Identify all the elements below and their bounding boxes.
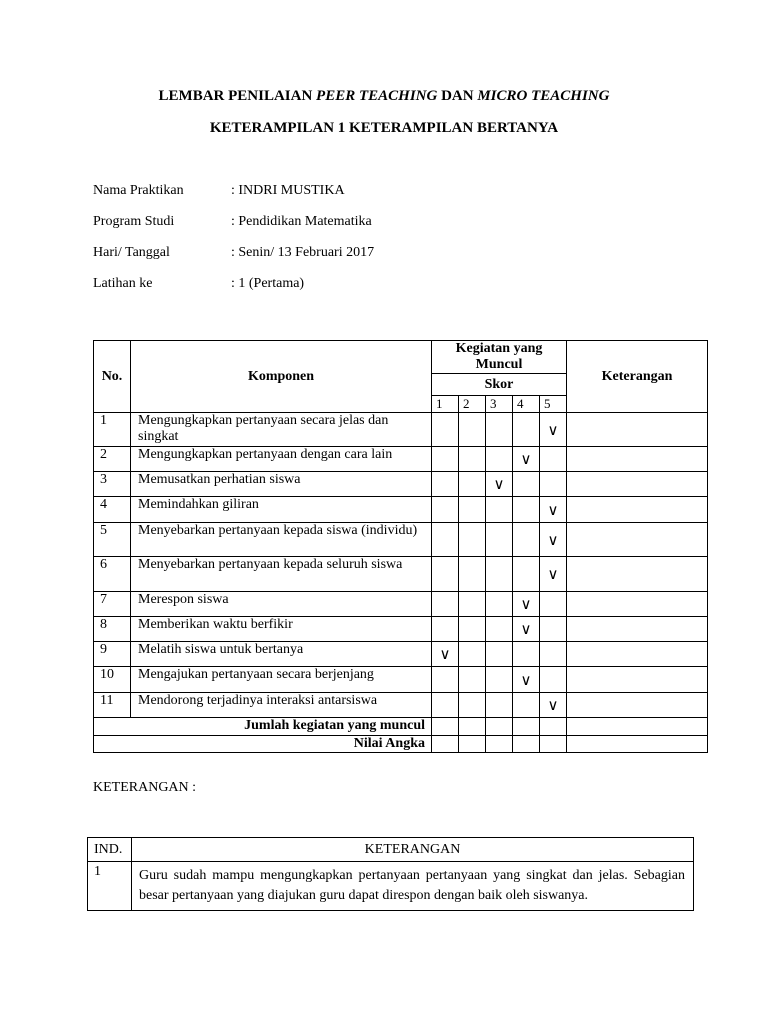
- score-cell-5: [540, 667, 567, 693]
- row-number: 3: [94, 472, 131, 497]
- score-cell-4: [513, 693, 540, 718]
- field-value-latihan: : 1 (Pertama): [231, 276, 305, 291]
- check-mark-icon: ∨: [547, 565, 559, 583]
- row-keterangan: [567, 497, 708, 523]
- jumlah-cell: [432, 718, 459, 736]
- field-value-nama: : INDRI MUSTIKA: [231, 183, 345, 198]
- field-value-program: : Pendidikan Matematika: [231, 214, 372, 229]
- score-cell-2: [459, 523, 486, 557]
- score-cell-5: [540, 413, 567, 447]
- row-keterangan: [567, 557, 708, 592]
- score-cell-3: [486, 693, 513, 718]
- score-cell-2: [459, 693, 486, 718]
- row-komponen: Memindahkan giliran: [131, 497, 432, 523]
- score-cell-1: [432, 667, 459, 693]
- jumlah-cell: [567, 718, 708, 736]
- score-header-3: 3: [486, 396, 513, 413]
- ket-col-keterangan-header: KETERANGAN: [132, 838, 694, 862]
- row-keterangan: [567, 413, 708, 447]
- score-cell-3: [486, 667, 513, 693]
- score-cell-1: [432, 592, 459, 617]
- table-row: [94, 617, 708, 642]
- score-cell-2: [459, 642, 486, 667]
- check-mark-icon: ∨: [547, 420, 559, 439]
- ket-col-ind-header: IND.: [88, 838, 132, 862]
- row-keterangan: [567, 667, 708, 693]
- table-row: [94, 642, 708, 667]
- score-cell-4: [513, 617, 540, 642]
- col-komponen-header: Komponen: [131, 341, 432, 413]
- row-keterangan: [567, 642, 708, 667]
- score-cell-5: [540, 447, 567, 472]
- score-cell-1: [432, 617, 459, 642]
- score-cell-3: [486, 642, 513, 667]
- score-cell-5: [540, 472, 567, 497]
- score-cell-4: [513, 592, 540, 617]
- field-value-tanggal: : Senin/ 13 Februari 2017: [231, 245, 375, 260]
- score-cell-2: [459, 557, 486, 592]
- score-cell-2: [459, 667, 486, 693]
- row-komponen: Mendorong terjadinya interaksi antarsiswa: [131, 693, 432, 718]
- score-cell-1: [432, 693, 459, 718]
- row-number: 10: [94, 667, 131, 693]
- score-cell-3: [486, 557, 513, 592]
- score-cell-5: [540, 592, 567, 617]
- score-header-5: 5: [540, 396, 567, 413]
- assessment-table: [93, 340, 708, 753]
- document-subtitle: KETERAMPILAN 1 KETERAMPILAN BERTANYA: [209, 120, 559, 136]
- score-cell-2: [459, 617, 486, 642]
- score-cell-5: [540, 523, 567, 557]
- check-mark-icon: ∨: [547, 530, 559, 549]
- title-part-c: DAN: [437, 88, 478, 104]
- row-number: 11: [94, 693, 131, 718]
- score-cell-3: [486, 472, 513, 497]
- table-row: [94, 523, 708, 557]
- score-cell-1: [432, 557, 459, 592]
- row-komponen: Melatih siswa untuk bertanya: [131, 642, 432, 667]
- row-number: 2: [94, 447, 131, 472]
- title-part-d: MICRO TEACHING: [477, 88, 610, 104]
- check-mark-icon: ∨: [547, 500, 559, 519]
- col-skor-header: Skor: [432, 374, 567, 396]
- jumlah-cell: [513, 718, 540, 736]
- row-komponen: Mengungkapkan pertanyaan dengan cara lain: [131, 447, 432, 472]
- table-row: [94, 557, 708, 592]
- score-cell-2: [459, 413, 486, 447]
- table-row: [94, 693, 708, 718]
- table-row: [94, 472, 708, 497]
- row-komponen: Menyebarkan pertanyaan kepada siswa (individu): [131, 523, 432, 557]
- check-mark-icon: ∨: [547, 696, 559, 714]
- row-number: 4: [94, 497, 131, 523]
- ket-row-ind: 1: [88, 862, 132, 911]
- row-komponen: Mengajukan pertanyaan secara berjenjang: [131, 667, 432, 693]
- table-row: [94, 447, 708, 472]
- col-no-header: No.: [94, 341, 131, 413]
- row-keterangan: [567, 472, 708, 497]
- row-number: 8: [94, 617, 131, 642]
- table-row: [94, 413, 708, 447]
- score-header-2: 2: [459, 396, 486, 413]
- document-title: [0, 88, 768, 105]
- score-cell-4: [513, 642, 540, 667]
- field-label-nama: Nama Praktikan: [93, 183, 184, 198]
- jumlah-cell: [486, 718, 513, 736]
- check-mark-icon: ∨: [520, 450, 532, 468]
- nilai-cell: [513, 736, 540, 753]
- jumlah-cell: [459, 718, 486, 736]
- score-cell-4: [513, 523, 540, 557]
- nilai-cell: [540, 736, 567, 753]
- row-komponen: Mengungkapkan pertanyaan secara jelas dan singkat: [131, 413, 432, 447]
- score-cell-1: [432, 413, 459, 447]
- score-cell-2: [459, 497, 486, 523]
- score-cell-2: [459, 472, 486, 497]
- keterangan-heading: KETERANGAN :: [93, 780, 197, 795]
- row-komponen: Memusatkan perhatian siswa: [131, 472, 432, 497]
- title-part-a: LEMBAR PENILAIAN: [158, 88, 317, 104]
- score-cell-1: [432, 472, 459, 497]
- score-cell-1: [432, 642, 459, 667]
- row-keterangan: [567, 617, 708, 642]
- check-mark-icon: ∨: [439, 645, 451, 663]
- nilai-cell: [567, 736, 708, 753]
- score-cell-4: [513, 413, 540, 447]
- nilai-label: Nilai Angka: [94, 736, 432, 753]
- field-label-program: Program Studi: [93, 214, 175, 229]
- score-cell-3: [486, 413, 513, 447]
- nilai-cell: [459, 736, 486, 753]
- score-cell-5: [540, 557, 567, 592]
- table-row: [94, 497, 708, 523]
- row-number: 9: [94, 642, 131, 667]
- score-cell-1: [432, 497, 459, 523]
- row-keterangan: [567, 592, 708, 617]
- score-cell-4: [513, 497, 540, 523]
- keterangan-table: [87, 837, 694, 911]
- row-number: 6: [94, 557, 131, 592]
- score-cell-4: [513, 667, 540, 693]
- row-number: 7: [94, 592, 131, 617]
- ket-row-text: Guru sudah mampu mengungkapkan pertanyaan pertanyaan yang singkat dan jelas. Sebagian besar pertanyaan yang diajukan guru dapat direspon dengan baik oleh siswanya.: [132, 862, 694, 911]
- score-cell-3: [486, 447, 513, 472]
- table-row: [94, 667, 708, 693]
- nilai-cell: [432, 736, 459, 753]
- score-cell-2: [459, 447, 486, 472]
- score-cell-4: [513, 557, 540, 592]
- check-mark-icon: ∨: [520, 620, 532, 638]
- col-keterangan-header: Keterangan: [567, 341, 708, 413]
- row-number: 1: [94, 413, 131, 447]
- score-cell-3: [486, 617, 513, 642]
- row-keterangan: [567, 523, 708, 557]
- score-header-4: 4: [513, 396, 540, 413]
- score-cell-4: [513, 472, 540, 497]
- score-cell-1: [432, 523, 459, 557]
- col-kegiatan-header: Kegiatan yang Muncul: [432, 341, 567, 374]
- row-komponen: Menyebarkan pertanyaan kepada seluruh siswa: [131, 557, 432, 592]
- score-cell-5: [540, 497, 567, 523]
- score-cell-5: [540, 693, 567, 718]
- check-mark-icon: ∨: [520, 595, 532, 613]
- check-mark-icon: ∨: [520, 670, 532, 689]
- row-komponen: Merespon siswa: [131, 592, 432, 617]
- score-cell-2: [459, 592, 486, 617]
- score-header-1: 1: [432, 396, 459, 413]
- jumlah-cell: [540, 718, 567, 736]
- nilai-cell: [486, 736, 513, 753]
- score-cell-3: [486, 497, 513, 523]
- row-keterangan: [567, 693, 708, 718]
- row-number: 5: [94, 523, 131, 557]
- score-cell-5: [540, 642, 567, 667]
- check-mark-icon: ∨: [493, 475, 505, 493]
- score-cell-5: [540, 617, 567, 642]
- field-label-tanggal: Hari/ Tanggal: [93, 245, 170, 260]
- score-cell-4: [513, 447, 540, 472]
- table-row: [94, 592, 708, 617]
- row-komponen: Memberikan waktu berfikir: [131, 617, 432, 642]
- title-part-b: PEER TEACHING: [316, 88, 438, 104]
- score-cell-1: [432, 447, 459, 472]
- score-cell-3: [486, 592, 513, 617]
- row-keterangan: [567, 447, 708, 472]
- jumlah-label: Jumlah kegiatan yang muncul: [94, 718, 432, 736]
- score-cell-3: [486, 523, 513, 557]
- field-label-latihan: Latihan ke: [93, 276, 153, 291]
